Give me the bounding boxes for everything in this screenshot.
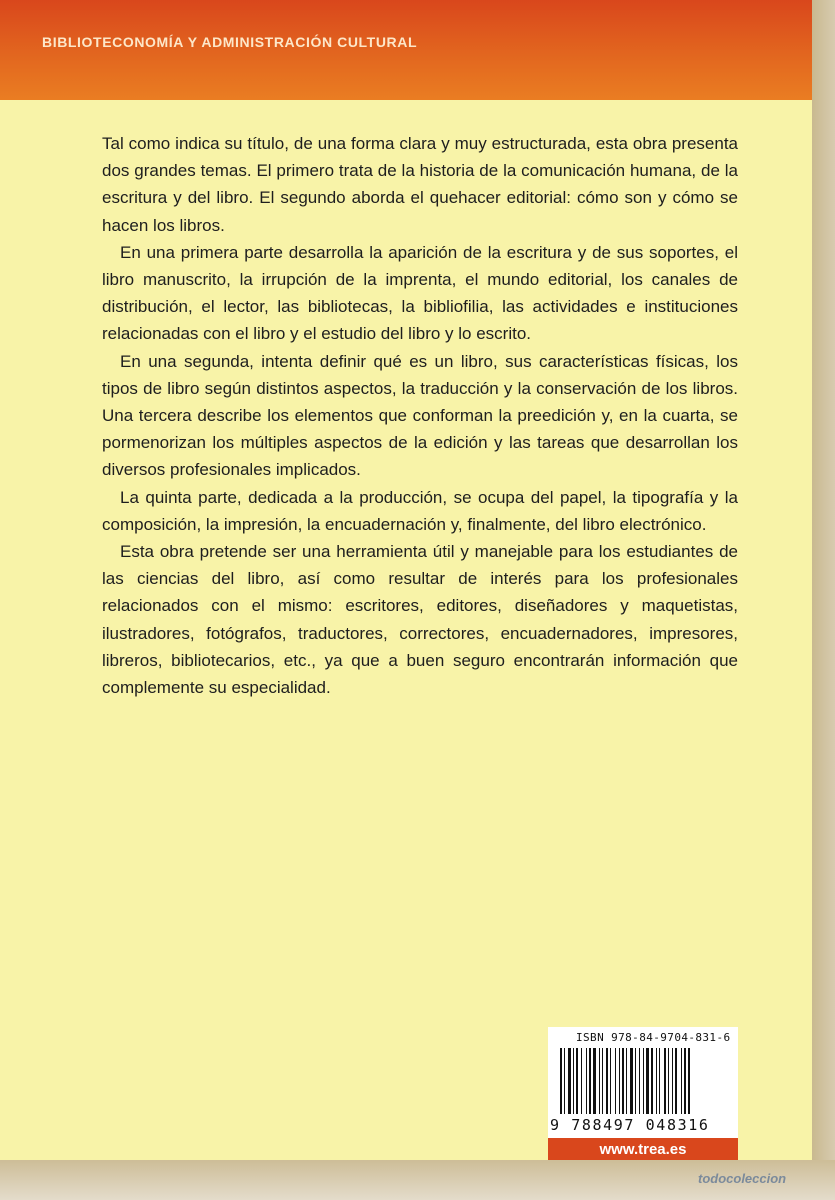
barcode-bar (659, 1048, 660, 1114)
barcode-bar (646, 1048, 649, 1114)
barcode-bar (651, 1048, 653, 1114)
barcode-bar (606, 1048, 608, 1114)
barcode-bar (668, 1048, 669, 1114)
barcode-bar (615, 1048, 616, 1114)
barcode-bar (586, 1048, 587, 1114)
barcode-bar (635, 1048, 636, 1114)
barcode-bar (581, 1048, 582, 1114)
watermark-logo: todocoleccion (698, 1171, 787, 1186)
barcode-bar (656, 1048, 657, 1114)
barcode-bar (610, 1048, 611, 1114)
blurb-paragraph: En una primera parte desarrolla la aparición de la escritura y de sus soportes, el libro manuscrito, la irrupción de la imprenta, el mundo editorial, los canales de distribución, el lector, las bibliotecas, la bibliofilia, las actividades e instituciones relacionadas con el libro y el estudio del libro y lo escrito. (102, 242, 738, 344)
barcode-bar (622, 1048, 624, 1114)
blurb-paragraph: La quinta parte, dedicada a la producción, se ocupa del papel, la tipografía y la composición, la impresión, la encuadernación y, finalmente, del libro electrónico. (102, 487, 738, 534)
blurb-paragraph: En una segunda, intenta definir qué es un libro, sus características físicas, los tipos de libro según distintos aspectos, la traducción y la conservación de los libros. Una tercera describe los elementos que conforman la preedición y, en la cuarta, se pormenorizan los múltiples aspectos de la edición y las tareas que desarrollan los diversos profesionales implicados. (102, 351, 738, 480)
barcode-bar (576, 1048, 578, 1114)
barcode-bar (626, 1048, 627, 1114)
barcode-bar (564, 1048, 565, 1114)
blurb-paragraph: Esta obra pretende ser una herramienta útil y manejable para los estudiantes de las ciencias del libro, así como resultar de interés para los profesionales relacionados con el mismo: escritores, editores, diseñadores y maquetistas, ilustradores, fotógrafos, traductores, correctores, encuadernadores, impresores, libreros, bibliotecarios, etc., ya que a buen seguro encontrarán información que complemente su especialidad. (102, 542, 738, 698)
barcode-bar (573, 1048, 574, 1114)
barcode-bar (568, 1048, 571, 1114)
blurb-text (102, 130, 738, 701)
barcode-bar (664, 1048, 666, 1114)
barcode-image (558, 1048, 730, 1116)
series-header-band (0, 0, 812, 100)
blurb-paragraph: Tal como indica su título, de una forma clara y muy estructurada, esta obra presenta dos grandes temas. El primero trata de la historia de la comunicación humana, de la escritura y del libro. El segundo aborda el quehacer editorial: cómo son y cómo se hacen los libros. (102, 134, 738, 235)
barcode-bar (672, 1048, 673, 1114)
barcode-bar (639, 1048, 640, 1114)
barcode-bar (675, 1048, 677, 1114)
series-title: BIBLIOTECONOMÍA Y ADMINISTRACIÓN CULTURAL (42, 34, 418, 50)
barcode-bar (593, 1048, 596, 1114)
barcode-bar (630, 1048, 633, 1114)
barcode-bar (643, 1048, 644, 1114)
barcode-bar (589, 1048, 591, 1114)
barcode-bar (560, 1048, 562, 1114)
book-edge-right (812, 0, 835, 1200)
barcode-bar (619, 1048, 620, 1114)
publisher-website: www.trea.es (548, 1138, 738, 1161)
barcode-bar (684, 1048, 686, 1114)
isbn-label: ISBN 978-84-9704-831-6 (576, 1031, 731, 1044)
barcode-bar (681, 1048, 682, 1114)
barcode-bar (688, 1048, 690, 1114)
barcode-digits: 9 788497 048316 (550, 1116, 710, 1134)
barcode-bar (602, 1048, 603, 1114)
barcode-bar (599, 1048, 600, 1114)
